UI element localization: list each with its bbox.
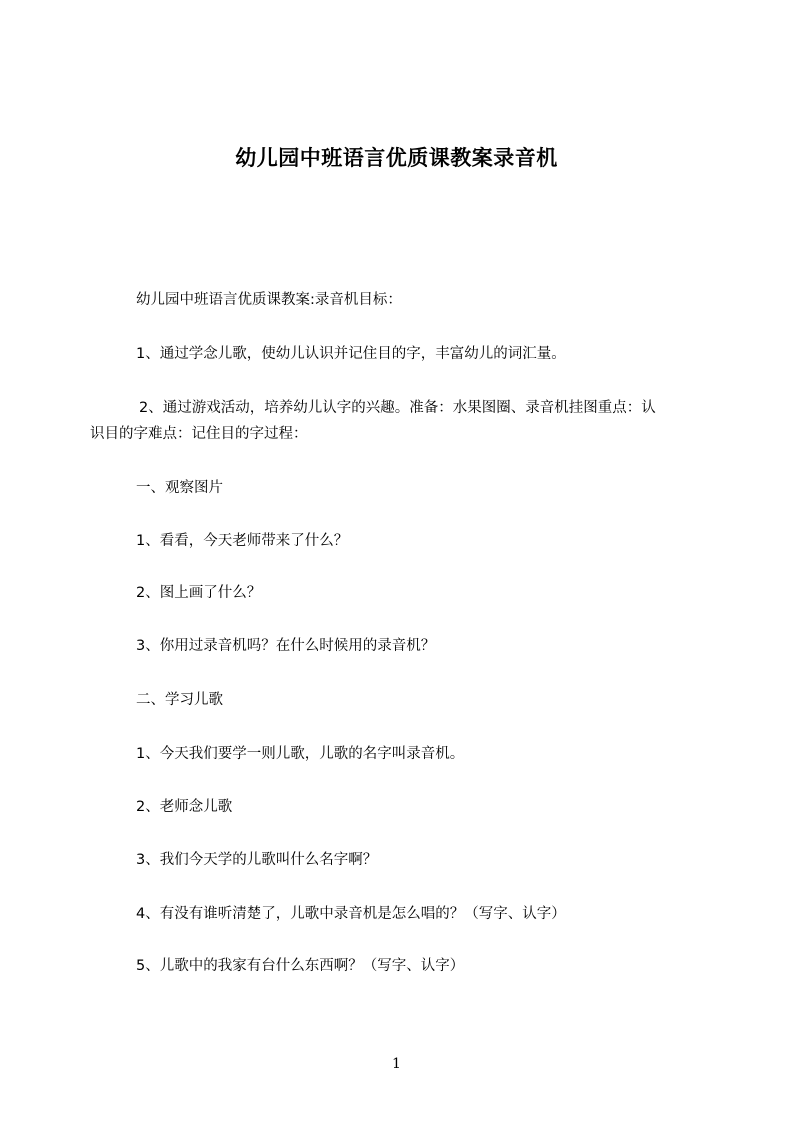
paragraph-observe-1: 1、看看，今天老师带来了什么？ [136,533,349,549]
paragraph-goal-2-line-2: 识目的字难点：记住目的字过程： [90,426,308,442]
page-number: 1 [392,1056,401,1072]
paragraph-goal-1: 1、通过学念儿歌，使幼儿认识并记住目的字，丰富幼儿的词汇量。 [136,346,566,362]
paragraph-learn-5: 5、儿歌中的我家有台什么东西啊？（写字、认字） [136,958,465,974]
section-heading-learn: 二、学习儿歌 [136,692,223,708]
paragraph-learn-2: 2、老师念儿歌 [136,799,233,815]
paragraph-learn-3: 3、我们今天学的儿歌叫什么名字啊？ [136,852,378,868]
paragraph-intro: 幼儿园中班语言优质课教案:录音机目标： [136,292,402,308]
document-title: 幼儿园中班语言优质课教案录音机 [235,146,558,170]
paragraph-learn-4: 4、有没有谁听清楚了，儿歌中录音机是怎么唱的？（写字、认字） [136,906,566,922]
paragraph-observe-3: 3、你用过录音机吗？在什么时候用的录音机？ [136,638,436,654]
paragraph-observe-2: 2、图上画了什么？ [136,585,262,601]
paragraph-learn-1: 1、今天我们要学一则儿歌，儿歌的名字叫录音机。 [136,746,465,762]
paragraph-goal-2-line-1: 2、通过游戏活动，培养幼儿认字的兴趣。准备：水果图圈、录音机挂图重点：认 [139,400,656,416]
section-heading-observe: 一、观察图片 [136,480,223,496]
